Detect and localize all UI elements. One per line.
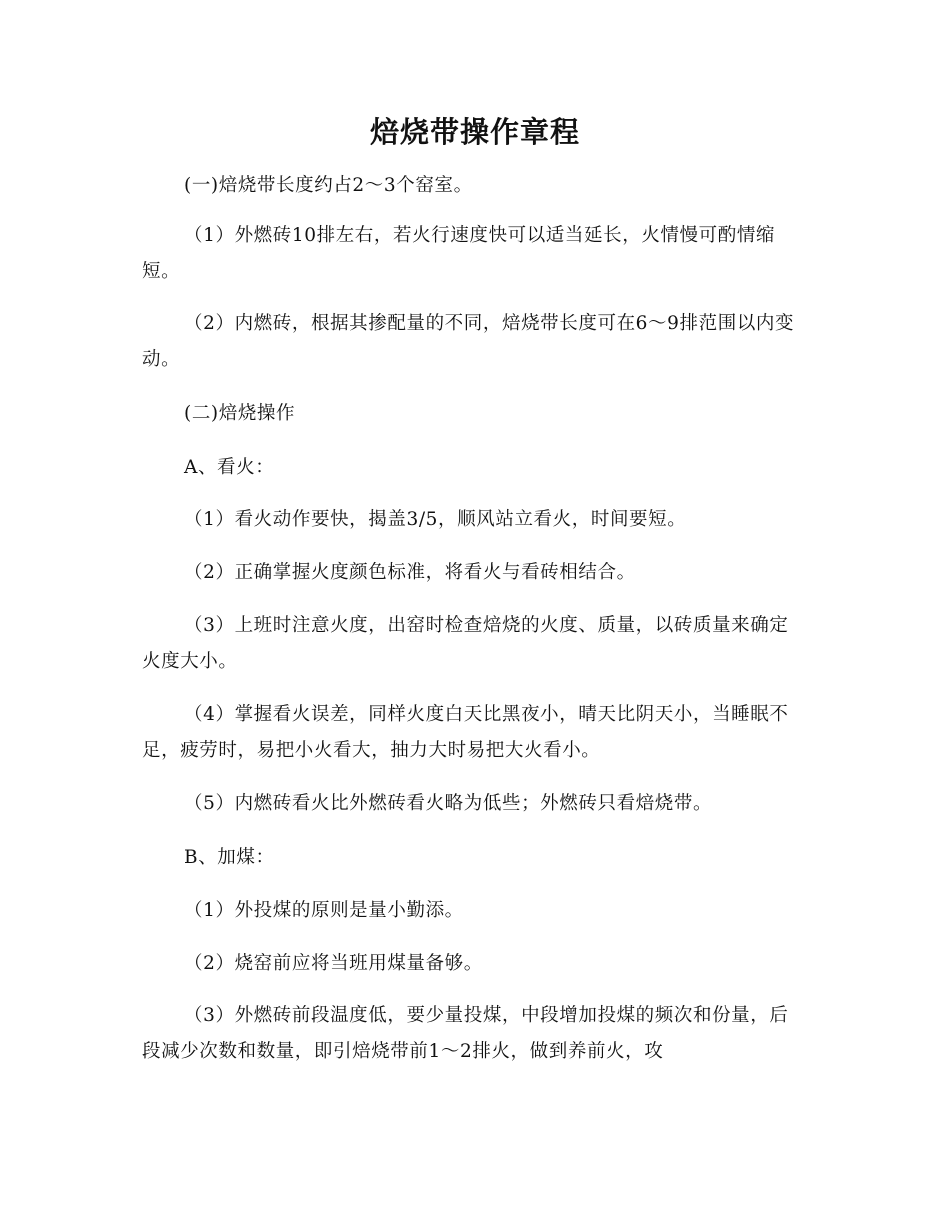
paragraph-item-b-1: （1）外投煤的原则是量小勤添。 [184,900,464,921]
paragraph-subsection-a: A、看火： [184,457,275,478]
paragraph-item-b-2: （2）烧窑前应将当班用煤量备够。 [184,953,483,974]
paragraph-section-2: (二)焙烧操作 [184,403,296,424]
paragraph-section-1: (一)焙烧带长度约占2～3个窑室。 [184,175,473,196]
paragraph-item-a-2: （2）正确掌握火度颜色标准，将看火与看砖相结合。 [184,562,636,583]
paragraph-item-a-5: （5）内燃砖看火比外燃砖看火略为低些；外燃砖只看焙烧带。 [184,793,713,814]
paragraph-item-1-1: （1）外燃砖10排左右，若火行速度快可以适当延长，火情慢可酌情缩短。 [142,225,776,282]
paragraph-subsection-b: B、加煤： [184,847,275,868]
paragraph-item-a-3: （3）上班时注意火度，出窑时检查焙烧的火度、质量，以砖质量来确定火度大小。 [142,615,789,672]
document-title: 焙烧带操作章程 [369,115,580,149]
paragraph-item-1-2: （2）内燃砖，根据其掺配量的不同，焙烧带长度可在6～9排范围以内变动。 [142,313,795,370]
paragraph-item-a-1: （1）看火动作要快，揭盖3/5，顺风站立看火，时间要短。 [184,509,687,530]
paragraph-item-b-3: （3）外燃砖前段温度低，要少量投煤，中段增加投煤的频次和份量，后段减少次数和数量，即引焙烧带前1～2排火，做到养前火，攻 [142,1005,789,1062]
paragraph-item-a-4: （4）掌握看火误差，同样火度白天比黑夜小，晴天比阴天小，当睡眠不足，疲劳时，易把小火看大，抽力大时易把大火看小。 [142,704,789,761]
